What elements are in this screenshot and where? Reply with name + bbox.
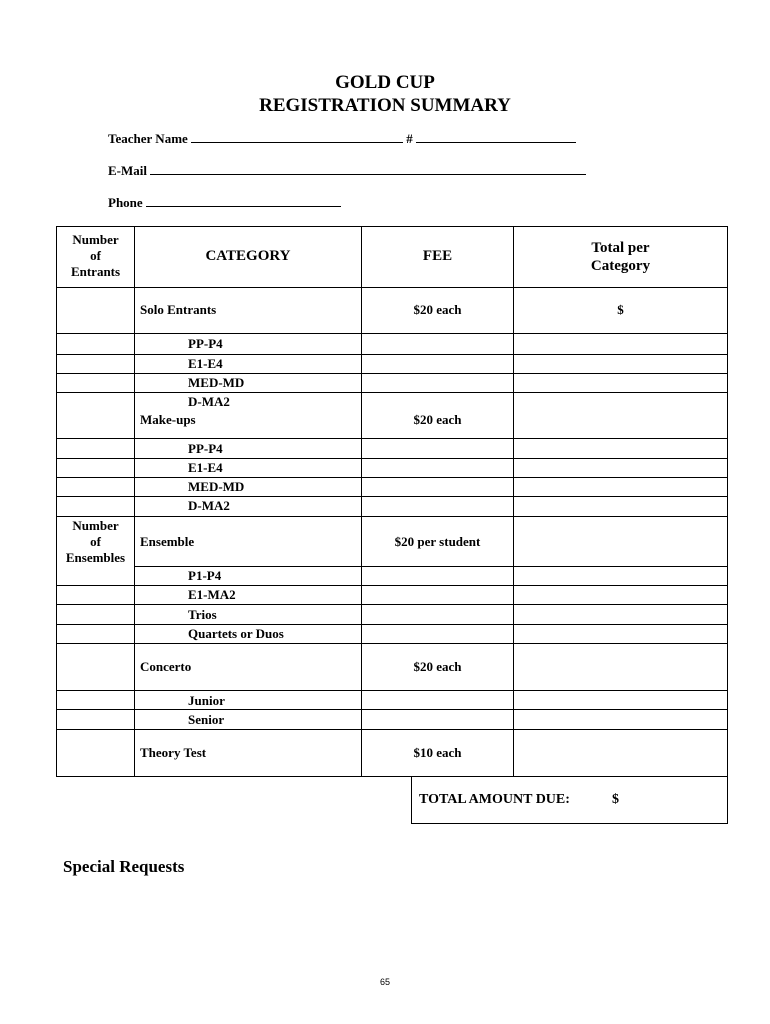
page-title: GOLD CUP: [335, 72, 435, 93]
makeups-level: D-MA2: [188, 498, 230, 513]
ensemble-level: Quartets or Duos: [188, 626, 284, 641]
table-row-line: [56, 585, 727, 586]
table-row-line: [56, 373, 727, 374]
solo-entrants-fee: $20 each: [413, 302, 462, 317]
special-requests-heading: Special Requests: [63, 857, 185, 876]
header-category: CATEGORY: [205, 248, 291, 264]
table-row-line: [56, 458, 727, 459]
table-row-line: [56, 392, 727, 393]
email-label: E-Mail: [108, 163, 147, 178]
solo-level: MED-MD: [188, 375, 245, 390]
concerto-fee: $20 each: [413, 659, 462, 674]
solo-entrants-total: $: [617, 302, 624, 317]
table-border-left: [56, 226, 57, 777]
ensemble-fee: $20 per student: [394, 534, 481, 549]
total-box-border-right: [727, 776, 728, 824]
concerto-level: Senior: [188, 712, 225, 727]
table-row-line: [56, 477, 727, 478]
header-entrants: Number of Entrants: [70, 232, 121, 279]
table-row-line: [134, 566, 727, 567]
page-subtitle: REGISTRATION SUMMARY: [259, 95, 511, 116]
table-row-line: [56, 496, 727, 497]
table-row-line: [56, 354, 727, 355]
concerto-label: Concerto: [140, 659, 192, 674]
table-row-line: [56, 690, 727, 691]
solo-level: E1-E4: [188, 356, 223, 371]
total-box-border-bottom: [411, 823, 727, 824]
table-col-divider-1: [134, 226, 135, 777]
table-row-line: [56, 643, 727, 644]
theory-test-label: Theory Test: [140, 745, 207, 760]
page-number: 65: [379, 977, 390, 987]
solo-level: D-MA2: [188, 394, 230, 409]
total-box-border-left: [411, 776, 412, 824]
teacher-name-label: Teacher Name: [108, 131, 188, 146]
table-row-line: [56, 604, 727, 605]
teacher-number-label: #: [406, 131, 413, 146]
table-row-line: [56, 438, 727, 439]
table-border-top: [56, 226, 727, 227]
table-row-line: [56, 709, 727, 710]
makeups-level: PP-P4: [188, 441, 223, 456]
makeups-label: Make-ups: [140, 412, 196, 427]
table-row-line: [56, 729, 727, 730]
ensemble-level: Trios: [188, 607, 217, 622]
concerto-level: Junior: [188, 693, 225, 708]
table-border-bottom: [56, 776, 727, 777]
header-ensembles: Number of Ensembles: [65, 518, 126, 565]
table-row-line: [56, 516, 727, 517]
table-row-line: [56, 624, 727, 625]
makeups-level: E1-E4: [188, 460, 223, 475]
ensemble-level: E1-MA2: [188, 587, 236, 602]
ensemble-label: Ensemble: [140, 534, 195, 549]
table-row-line: [56, 333, 727, 334]
theory-test-fee: $10 each: [413, 745, 462, 760]
total-amount-label: TOTAL AMOUNT DUE:: [419, 792, 570, 807]
solo-level: PP-P4: [188, 336, 223, 351]
phone-label: Phone: [108, 195, 143, 210]
header-fee: FEE: [422, 248, 453, 264]
ensemble-level: P1-P4: [188, 568, 222, 583]
header-total: Total per Category: [590, 240, 651, 274]
solo-entrants-label: Solo Entrants: [140, 302, 217, 317]
total-amount-value: $: [612, 792, 619, 807]
makeups-fee: $20 each: [413, 412, 462, 427]
makeups-level: MED-MD: [188, 479, 245, 494]
table-border-right: [727, 226, 728, 777]
table-row-line: [56, 287, 727, 288]
